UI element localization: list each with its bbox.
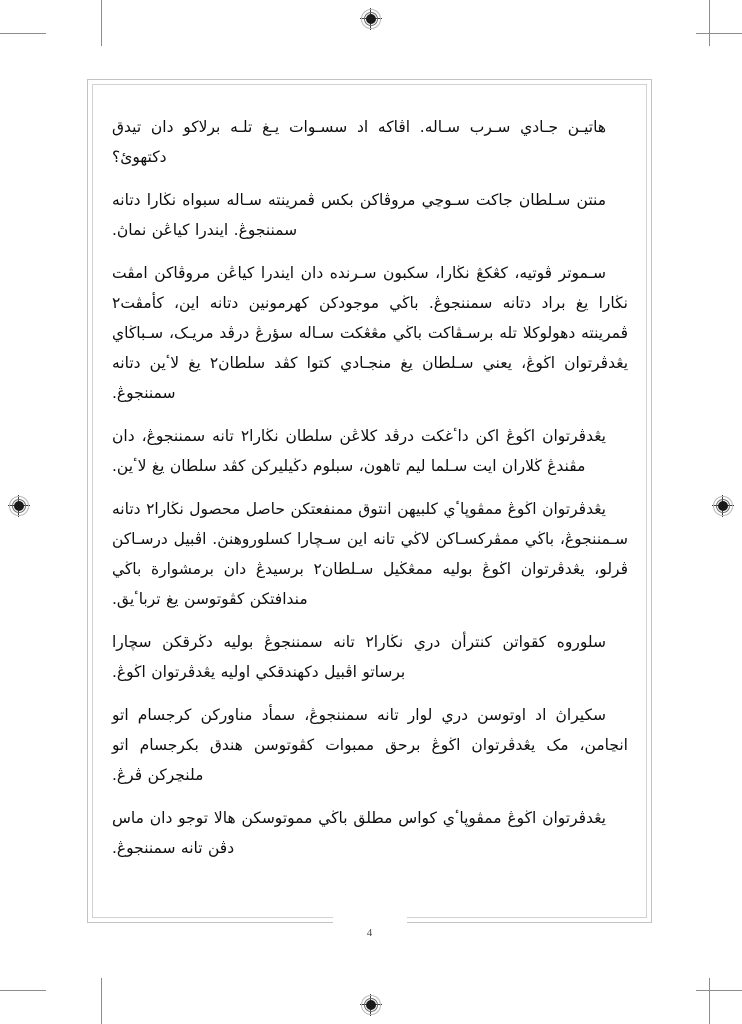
registration-target-icon-bottom: [360, 994, 382, 1016]
page-number: 4: [366, 927, 373, 939]
crop-mark-bottom-left-vertical: [101, 978, 102, 1024]
paragraph: يڠدڤرتوان اڬوڠ ممڤوڽاٴي كلبيهن انتوق ممنفعتكن حاصل محصول نڬارا٢ دتانه سـمننجوڠ، باڬي ممڤركسـاكن لاڬي تانه اين سـچارا كسلوروهنڽ. اڤبيل درسـاكن ڤرلو، يڠدڤرتوان اڬوڠ بوليه ممڠڬيل سـلطان٢ برسيدڠ دان برمشوارة باڬي مندافتكن كڤوتوسن يغ ترباٴيق.: [112, 500, 629, 608]
paragraph: يڠدڤرتوان اڬوڠ اكن داٴغكت درڤد كلاڠن سلطان نڬارا٢ تانه سمننجوڠ، دان مڤندڠ ڬلاران ايت سـلما ليم تاهون، سبلوم دڬيليركن كڤد سلطان يغ لاٴين.: [112, 427, 606, 475]
paragraph: يڠدڤرتوان اڬوڠ ممڤوڽاٴي كواس مطلق باڬي مموتوسكن هالا توجو دان ماس دڤن تانه سمننجوڠ.: [112, 809, 606, 857]
registration-target-icon-top: [360, 8, 382, 30]
paragraph: سـموتر ڤوتيه، كڠكڠ نڬارا، سكبون سـرنده دان ايندرا كياڠن مروڤاكن امڤت نڬارا يغ براد دتانه سمننجوڠ. باڬي موجودكن كهرمونين دتانه اين، كأمڤت٢ ڤمرينته دهولوكلا تله برسـڤاكت باڬي مڠڠكت سـاله سؤرڠ درڤد مريـک، سـباڬاي يڠدڤرتوان اڬوڠ، يعني سـلطان يغ منجـادي كتوا كڤد سلطان٢ يغ لاٴين دتانه سمننجوڠ.: [112, 264, 629, 402]
registration-center-dot: [14, 501, 24, 511]
paragraph: سكيراڽ اد اوتوسن دري لوار تانه سمننجوڠ، سمأد مناوركن كرجسام اتو انڃامن، مک يڠدڤرتوان اڬوڠ برحق ممبوات كڤوتوسن هندق بكرجسام اتو ملنڃركن ڤرڠ.: [112, 706, 628, 784]
crop-mark-top-right-vertical: [709, 0, 710, 46]
registration-target-icon-left: [8, 495, 30, 517]
crop-mark-bottom-left-horizontal: [0, 990, 46, 991]
registration-center-dot: [366, 1000, 376, 1010]
registration-center-dot: [718, 501, 728, 511]
paragraph: هاتيـن جـادي سـرب سـاله. اڤاكه اد سسـوات يـغ تلـه برلاكو دان تيدق دكتهوئ؟: [112, 118, 606, 166]
crop-mark-top-left-vertical: [101, 0, 102, 46]
paragraph: سلوروه كقواتن كنترأن دري نڬارا٢ تانه سمننجوڠ بوليه دڬرقكن سچارا برساتو اڤبيل دكهندقكي اوليه يڠدڤرتوان اڬوڠ.: [112, 633, 606, 681]
paragraph: منتن سـلطان جاكت سـوڃي مروڤاكن بكس ڤمرينته سـاله سبواه نڬارا دتانه سمننجوڠ. ايندرا كياڠن نماڽ.: [112, 191, 606, 239]
registration-target-icon-right: [712, 495, 734, 517]
crop-mark-bottom-right-vertical: [709, 978, 710, 1024]
crop-mark-bottom-right-horizontal: [696, 990, 742, 991]
crop-mark-top-right-horizontal: [696, 33, 742, 34]
document-text-body: [112, 112, 628, 863]
crop-mark-top-left-horizontal: [0, 33, 46, 34]
registration-center-dot: [366, 14, 376, 24]
